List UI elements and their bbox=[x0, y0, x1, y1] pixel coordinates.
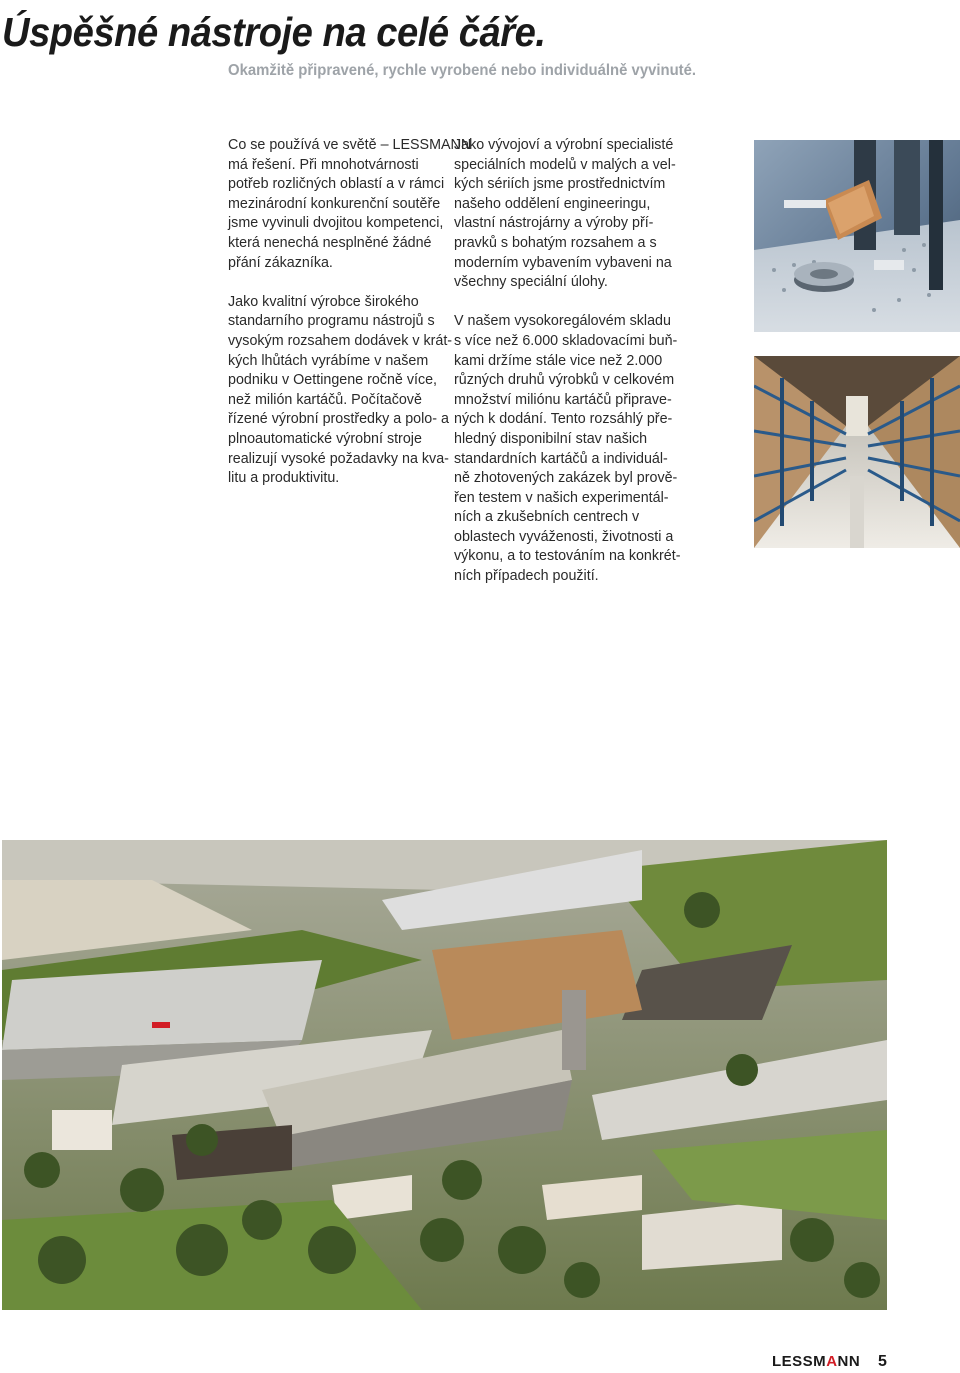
warehouse-photo bbox=[754, 356, 960, 548]
text-line: pravků s bohatým rozsahem a s bbox=[454, 234, 657, 251]
text-line: standardních kartáčů a individuál- bbox=[454, 450, 668, 467]
text-line: kých sériích jsme prostřednictvím bbox=[454, 176, 666, 193]
text-line: ních případech použití. bbox=[454, 568, 599, 585]
text-line: která nenechá nesplněné žádné bbox=[228, 234, 432, 251]
text-line: hledný disponibilní stav našich bbox=[454, 430, 648, 447]
paragraph-production bbox=[228, 293, 453, 489]
text-line: realizují vysoké požadavky na kva- bbox=[228, 450, 449, 467]
text-line: různých druhů výrobků v celkovém bbox=[454, 372, 675, 389]
text-line: než milión kartáčů. Počítačově bbox=[228, 391, 422, 408]
text-line: ních a zkušebních centrech v bbox=[454, 509, 640, 526]
text-column-right bbox=[454, 136, 681, 606]
text-line: řen testem v našich experimentál- bbox=[454, 489, 669, 506]
machine-photo bbox=[754, 140, 960, 332]
paragraph-intro bbox=[228, 136, 472, 273]
text-line: litu a produktivitu. bbox=[228, 470, 340, 487]
text-line: speciálních modelů v malých a vel- bbox=[454, 156, 676, 173]
factory-aerial-photo bbox=[2, 840, 887, 1310]
text-line: mezinárodní konkurenční soutěře bbox=[228, 195, 441, 212]
page-subtitle: Okamžitě připravené, rychle vyrobené nebo individuálně vyvinuté. bbox=[228, 62, 697, 79]
paragraph-engineering bbox=[454, 136, 674, 293]
text-line: všechny speciální úlohy. bbox=[454, 274, 608, 291]
text-line: jsme vyvinuli dvojitou kompetenci, bbox=[228, 215, 444, 232]
logo-text-start: LESSM bbox=[772, 1353, 827, 1370]
page-title: Úspěšné nástroje na celé čáře. bbox=[2, 9, 546, 55]
text-line: plnoautomatické výrobní stroje bbox=[228, 430, 422, 447]
text-line: vysokým rozsahem dodávek v krát- bbox=[228, 332, 453, 349]
text-line: Jako kvalitní výrobce širokého bbox=[228, 293, 419, 310]
text-line: standarního programu nástrojů s bbox=[228, 313, 435, 330]
text-line: řízené výrobní prostředky a polo- a bbox=[228, 411, 449, 428]
text-line: ných k dodání. Tento rozsáhlý pře- bbox=[454, 411, 673, 428]
page-number: 5 bbox=[878, 1353, 887, 1370]
paragraph-warehouse bbox=[454, 312, 681, 586]
text-line: vlastní nástrojárny a výroby pří- bbox=[454, 215, 654, 232]
text-line: potřeb rozličných oblastí a v rámci bbox=[228, 176, 445, 193]
text-line: má řešení. Při mnohotvárnosti bbox=[228, 156, 419, 173]
text-line: kých lhůtách vyrábíme v našem bbox=[228, 352, 429, 369]
text-line: množství miliónu kartáčů připrave- bbox=[454, 391, 672, 408]
text-line: moderním vybavením vybaveni na bbox=[454, 254, 672, 271]
text-line: ně zhotovených zakázek byl prově- bbox=[454, 470, 678, 487]
text-line: přání zákazníka. bbox=[228, 254, 333, 271]
logo-text-end: NN bbox=[837, 1353, 861, 1370]
text-line: Jako vývojoví a výrobní specialisté bbox=[454, 137, 674, 153]
lessmann-logo bbox=[772, 1353, 860, 1370]
logo-text-accent: A bbox=[826, 1353, 838, 1370]
text-line: výkonu, a to testováním na konkrét- bbox=[454, 548, 681, 565]
text-line: našeho oddělení engineeringu, bbox=[454, 195, 651, 212]
text-column-left bbox=[228, 136, 472, 508]
text-line: V našem vysokoregálovém skladu bbox=[454, 313, 671, 330]
text-line: s více než 6.000 skladovacími buň- bbox=[454, 332, 678, 349]
text-line: kami držíme stále vice než 2.000 bbox=[454, 352, 663, 369]
text-line: podniku v Oettingene ročně více, bbox=[228, 372, 438, 389]
text-line: Co se používá ve světě – LESSMANN bbox=[228, 137, 472, 153]
text-line: oblastech vyváženosti, životnosti a bbox=[454, 528, 674, 545]
